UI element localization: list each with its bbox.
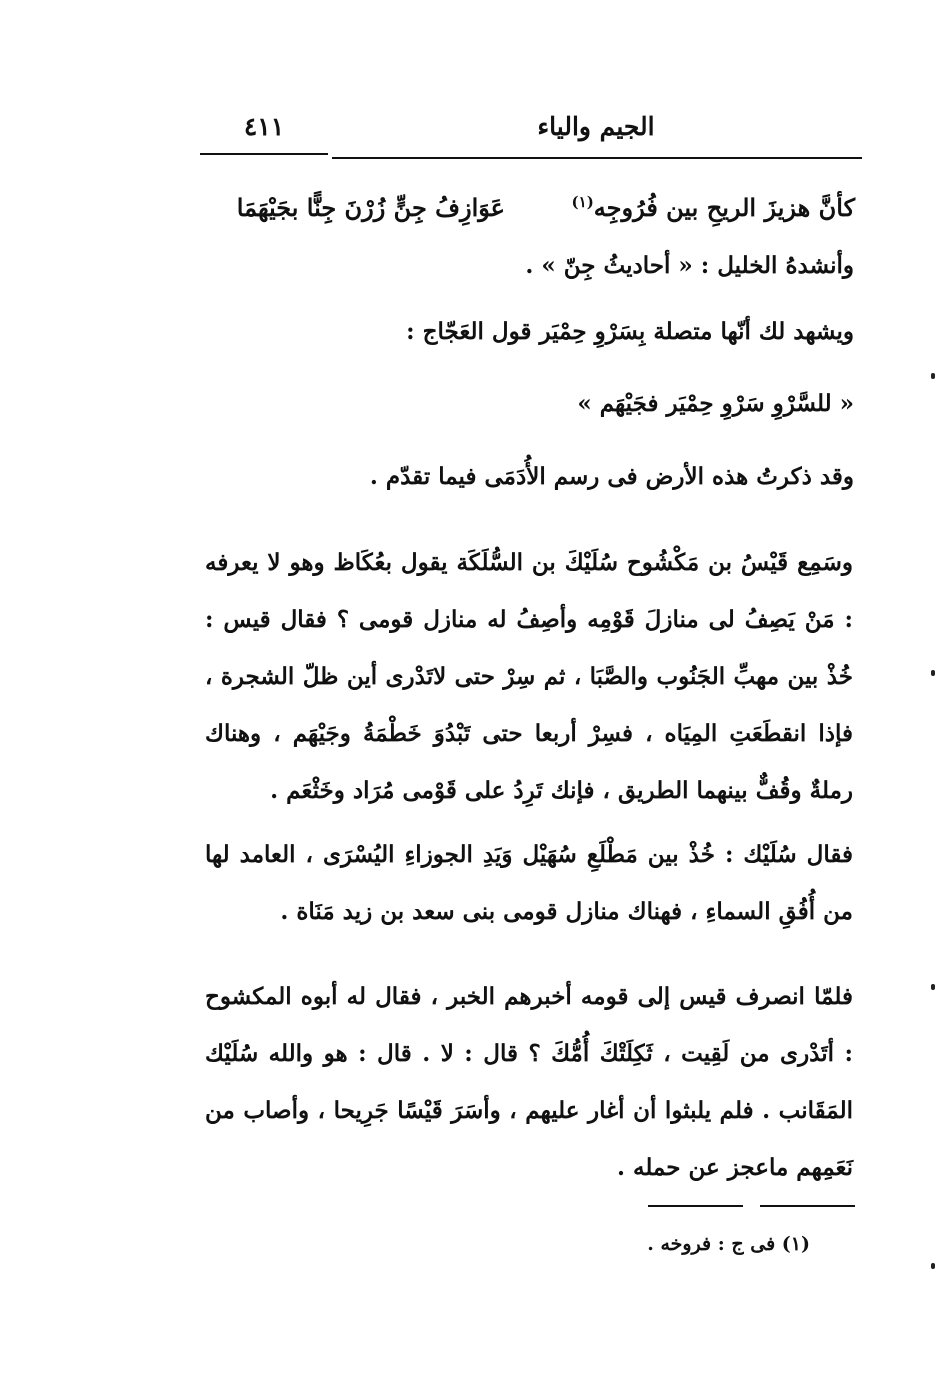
margin-mark <box>931 373 935 379</box>
margin-mark <box>931 984 935 990</box>
mentioned-line: وقد ذكرتُ هذه الأرض فى رسم الأُدَمَى فيما تقدّم . <box>369 463 854 490</box>
paragraph-qays: وسَمِع قَيْسُ بن مَكْشُوح سُلَيْكَ بن السُّلَكَة يقول بعُكَاظ وهو لا يعرفه : مَنْ يَصِفُ لى منازلَ قَوْمِه وأصِفُ له منازل قومى ؟ فقال قيس : خُذْ بين مهبِّ الجَنُوب والصَّبَا ، ثم سِرْ حتى لاتَدْرى أين ظلّ الشجرة ، فإذا انقطَعَتِ المِيَاه ، فسِرْ أربعا حتى تَبْدُوَ خَطْمَةُ وجَيْهَم ، وهناك رملةٌ وقُفٌّ بينهما الطريق ، فإنك تَرِدُ على قَوْمى مُرَاد وخَثْعَم . <box>205 549 853 804</box>
verse-first-text: كأنَّ هزيزَ الريحِ بين فُرُوجِه <box>593 193 855 222</box>
page-number: ٤١١ <box>243 112 285 141</box>
margin-mark <box>931 1263 935 1269</box>
margin-mark <box>931 670 935 676</box>
footnote-rule-left <box>648 1205 743 1207</box>
verse-first-hemistich <box>515 193 855 222</box>
page-number-rule <box>200 153 328 155</box>
footnote-marker: (١) <box>571 193 594 211</box>
paragraph-departure: فلمّا انصرف قيس إلى قومه أخبرهم الخبر ، فقال له أبوه المكشوح : أتَدْرى من لَقِيت ، ثَكِلَتْكَ أُمُّكَ ؟ قال : لا . قال : هو والله سُلَيْك المَقَانب . فلم يلبثوا أن أغار عليهم ، وأسَرَ قَيْسًا جَرِيحا ، وأصاب من نَعَمِهم ماعجز عن حمله . <box>205 983 853 1181</box>
witness-line: ويشهد لك أنّها متصلة بِسَرْوِ حِمْيَر قول العَجّاج : <box>406 318 854 345</box>
khalil-line: وأنشدهُ الخليل : « أحاديثُ جِنّ » . <box>525 252 854 279</box>
footnote-rule-right <box>760 1205 855 1207</box>
verse-second-hemistich: عَوَازِفُ جِنٍّ زُرْنَ جِنًّا بجَيْهَمَا <box>236 193 505 222</box>
ajjaj-quote: « للسَّرْوِ سَرْوِ حِمْيَر فجَيْهَم » <box>577 390 854 417</box>
footnote: (١) فى ج : فروخه . <box>647 1233 810 1255</box>
header-rule <box>332 157 862 159</box>
paragraph-sulayk: فقال سُلَيْك : خُذْ بين مَطْلَعِ سُهَيْل وَيَدِ الجوزاءِ اليُسْرَى ، العامد لها من أُفُقِ السماءِ ، فهناك منازل قومى بنى سعد بن زيد مَنَاة . <box>205 841 853 925</box>
running-header-title: الجيم والياء <box>537 112 655 141</box>
